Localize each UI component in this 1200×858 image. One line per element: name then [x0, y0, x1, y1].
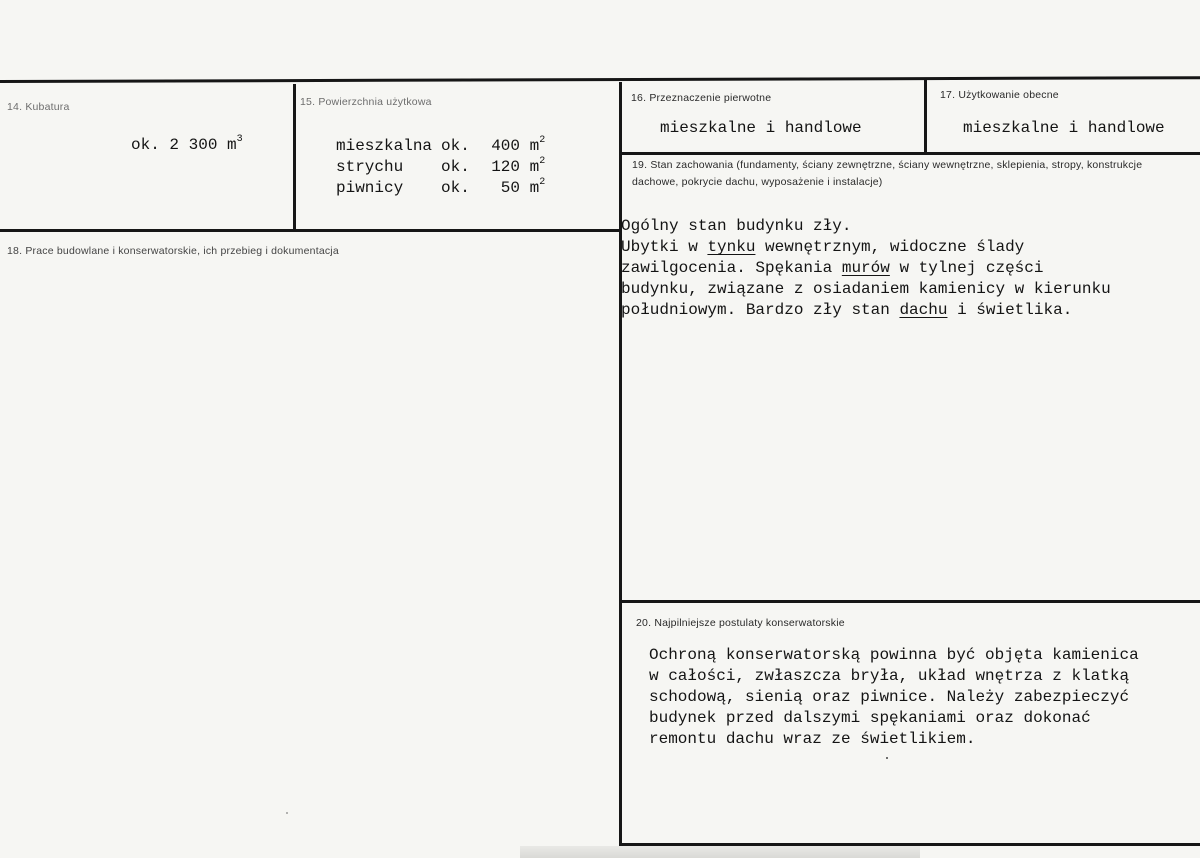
kubatura-text: ok. 2 300 m: [131, 136, 237, 154]
field-17-label: 17. Użytkowanie obecne: [940, 89, 1059, 101]
divider-16-17: [924, 80, 927, 153]
field-18-label: 18. Prace budowlane i konserwatorskie, ich przebieg i dokumentacja: [7, 245, 339, 257]
field-14-value: [131, 133, 243, 154]
field-15-row: mieszkalna ok. 400 $m^2$: [336, 134, 546, 155]
field-19-line: południowym. Bardzo zły stan dachu i świetlika.: [621, 301, 1073, 319]
field-19-line: budynku, związane z osiadaniem kamienicy w kierunku: [621, 280, 1111, 298]
kubatura-exponent: 3: [236, 133, 243, 145]
field-20-text: [649, 645, 1139, 750]
field-15-table: [336, 136, 545, 199]
field-20-line: budynek przed dalszymi spękaniami oraz dokonać: [649, 709, 1091, 727]
scan-shadow: [520, 846, 920, 858]
rule-right-lower: [622, 600, 1200, 603]
rule-left-bottom: [0, 229, 620, 232]
field-15-label: 15. Powierzchnia użytkowa: [300, 96, 432, 108]
rule-right-mid: [620, 152, 1200, 155]
field-19-line: Ubytki w tynku wewnętrznym, widoczne ślady: [621, 238, 1025, 256]
field-15-row: strychu ok. 120 $m^2$: [336, 155, 546, 176]
scan-speck: [286, 812, 288, 814]
field-16-label: 16. Przeznaczenie pierwotne: [631, 92, 772, 104]
field-17-value: mieszkalne i handlowe: [963, 119, 1165, 137]
field-19-line: Ogólny stan budynku zły.: [621, 217, 852, 235]
field-19-line: zawilgocenia. Spękania murów w tylnej części: [621, 259, 1044, 277]
field-20-line: Ochroną konserwatorską powinna być objęta kamienica: [649, 646, 1139, 664]
top-rule: [0, 76, 1200, 83]
field-20-label: 20. Najpilniejsze postulaty konserwatorskie: [636, 617, 845, 629]
scan-speck: [886, 757, 888, 759]
field-20-line: schodową, sienią oraz piwnice. Należy zabezpieczyć: [649, 688, 1130, 706]
field-19-text: [621, 216, 1111, 321]
divider-14-15: [293, 84, 296, 230]
field-20-line: remontu dachu wraz ze świetlikiem.: [649, 730, 976, 748]
field-15-row: piwnicy ok. 50 $m^2$: [336, 176, 546, 197]
field-14-label: 14. Kubatura: [7, 101, 70, 113]
field-16-value: mieszkalne i handlowe: [660, 119, 862, 137]
divider-left-right: [619, 82, 622, 852]
field-19-label: 19. Stan zachowania (fundamenty, ściany zewnętrzne, ściany wewnętrzne, sklepienia, stropy, konstrukcje dachowe, pokrycie dachu, wyposażenie i instalacje): [632, 159, 1143, 188]
field-20-line: w całości, zwłaszcza bryła, układ wnętrza z klatką: [649, 667, 1130, 685]
